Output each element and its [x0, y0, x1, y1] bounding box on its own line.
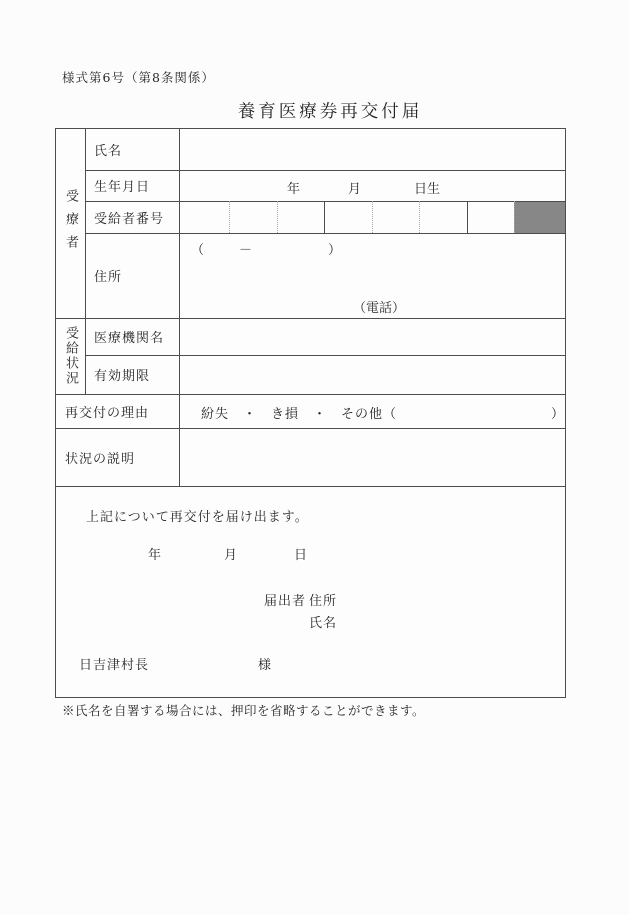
description-label: 状況の説明	[65, 451, 136, 467]
number-group-divider	[324, 201, 325, 233]
number-group-divider	[467, 201, 468, 233]
reason-options-close-paren: ）	[551, 407, 565, 422]
birth-month-unit: 月	[348, 182, 362, 197]
birth-day-unit: 日生	[414, 182, 441, 197]
reason-options: 紛失 ・ き損 ・ その他（	[201, 407, 398, 422]
expiry-label: 有効期限	[94, 369, 151, 384]
reason-label: 再交付の理由	[65, 405, 150, 421]
applicant-label: 届出者	[264, 594, 307, 609]
number-cell-divider	[372, 201, 373, 233]
number-cell-divider	[277, 201, 278, 233]
birthdate-label: 生年月日	[94, 180, 151, 195]
beneficiary-number-shaded-cell	[514, 202, 565, 233]
form-number: 様式第6号（第8条関係）	[62, 70, 215, 85]
name-label: 氏名	[94, 144, 123, 159]
postal-open-paren: （	[191, 243, 205, 258]
applicant-address-label: 住所	[309, 594, 338, 609]
number-cell-divider	[419, 201, 420, 233]
date-month-unit: 月	[224, 548, 238, 563]
footnote: ※氏名を自署する場合には、押印を省略することができます。	[62, 703, 426, 718]
status-group-label: 受給状況	[63, 326, 78, 386]
form-title: 養育医療券再交付届	[237, 102, 423, 122]
addressee: 日吉津村長	[79, 658, 150, 673]
form-table	[55, 128, 566, 698]
declaration-section	[56, 486, 565, 697]
postal-close-paren: ）	[328, 243, 342, 258]
addressee-honorific: 様	[258, 658, 272, 673]
date-year-unit: 年	[148, 548, 162, 563]
number-cell-divider	[514, 201, 515, 233]
birth-year-unit: 年	[287, 182, 301, 197]
address-field-area	[179, 233, 565, 318]
postal-dash: －	[239, 243, 253, 258]
institution-field-area	[179, 318, 565, 355]
applicant-name-label: 氏名	[309, 616, 338, 631]
institution-label: 医療機関名	[94, 331, 165, 346]
recipient-group-label: 受療者	[63, 189, 78, 258]
declaration-statement: 上記について再交付を届け出ます。	[86, 510, 309, 525]
address-label: 住所	[94, 270, 123, 285]
beneficiary-number-label: 受給者番号	[94, 211, 165, 227]
expiry-field-area	[179, 355, 565, 394]
phone-label: （電話）	[353, 301, 406, 316]
date-day-unit: 日	[294, 548, 308, 563]
reason-field-area	[179, 394, 565, 428]
name-field-area	[179, 129, 565, 170]
number-cell-divider	[229, 201, 230, 233]
description-field-area	[179, 428, 565, 486]
birthdate-field-area	[179, 170, 565, 201]
